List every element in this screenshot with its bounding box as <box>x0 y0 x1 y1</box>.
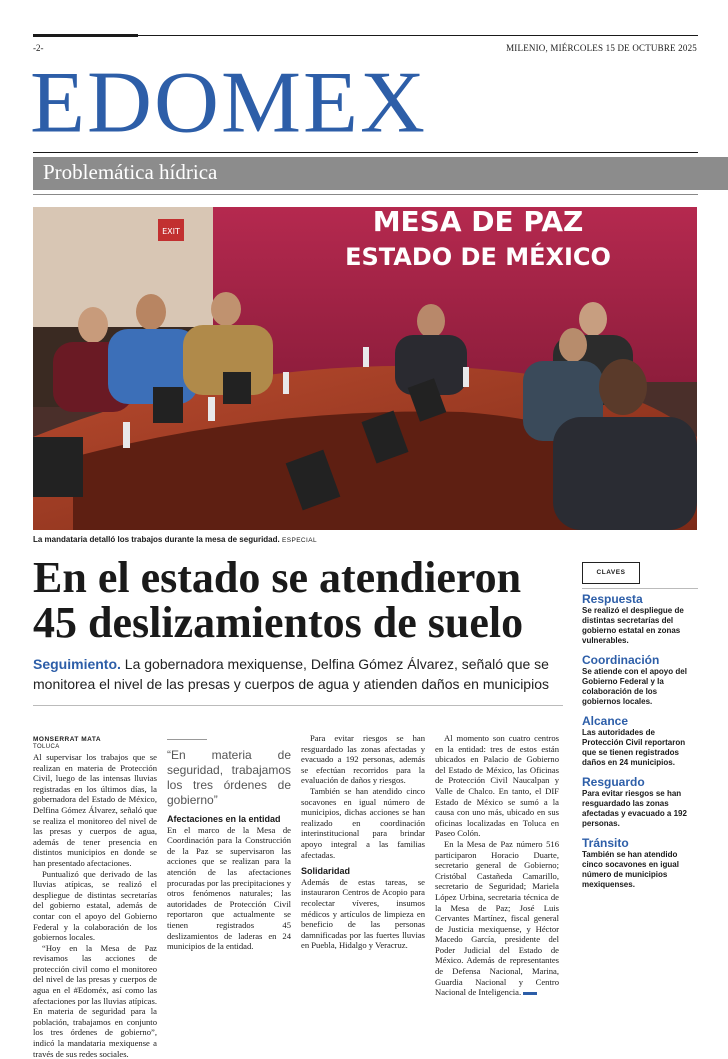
clave-text: Se realizó el despliegue de distintas secretarías del gobierno estatal en zonas vulnerables. <box>582 606 684 645</box>
clave-title: Respuesta <box>582 592 643 606</box>
main-photo <box>33 207 697 530</box>
paragraph: Al supervisar los trabajos que se realizan en materia de Protección Civil, luego de las intensas lluvias registradas en los últimos días, la gobernadora del Estado de México, Delfina Gómez Álvarez, señaló que se realiza el monitoreo del nivel de las presas y cuerpos de agua, además de tener presencia en distintos municipios en donde se han presentado afectaciones. <box>33 752 157 868</box>
subsection-rule <box>33 194 698 195</box>
paragraph: Para evitar riesgos se han resguardado las zonas afectadas y evacuado a 192 personas, además se efectúan recorridos para la evaluación de daños y riesgos. <box>301 733 425 786</box>
clave-title: Resguardo <box>582 775 645 789</box>
clave-text: Se atiende con el apoyo del Gobierno Federal y la colaboración de los gobiernos locales. <box>582 667 687 706</box>
claves-rule <box>582 588 698 589</box>
caption-text: La mandataria detalló los trabajos durante la mesa de seguridad. <box>33 535 280 544</box>
claves-sidebar <box>582 592 698 897</box>
paragraph: Además de estas tareas, se instauraron Centros de Acopio para recolectar víveres, insumos médicos y artículos de limpieza en beneficio de las personas damnificadas por las fuertes lluvias en Puebla, Hidalgo y Veracruz. <box>301 876 425 951</box>
paragraph-final-text: En la Mesa de Paz número 516 participaron Horacio Duarte, secretario general de Gobierno; Cristóbal Castañeda Camarillo, secretario de Seguridad; Mariela López Urbina, secretaria técnica de la Mesa de Paz; José Luis Cervantes Martínez, fiscal general de Justicia mexiquense, y Héctor Macedo García, presidente del Poder Judicial del Estado de México. Además de representantes de Defensa Nacional, Marina, Guardia Nacional y Centro Nacional de Inteligencia. <box>435 838 559 998</box>
paragraph <box>435 839 559 998</box>
paragraph: “Hoy en la Mesa de Paz revisamos las acciones de protección civil como el monitoreo del nivel de las presas y cuerpos de agua en el #Edoméx, así como las afectaciones por las lluvias atípicas. En materia de seguridad para la población, trabajamos en conjunto los tres órdenes de gobierno”, indicó la mandataria mexiquense a través de sus redes sociales. <box>33 942 157 1059</box>
clave-text: Para evitar riesgos se han resguardado las zonas afectadas y evacuado a 192 personas. <box>582 789 687 828</box>
deck-text: La gobernadora mexiquense, Delfina Gómez Álvarez, señaló que se monitorea el nivel de las presas y cuerpos de agua y atienden daños en municipios <box>33 656 549 692</box>
paragraph: Puntualizó que derivado de las lluvias atípicas, se realizó el despliegue de distintas secretarías del gobierno estatal, además de contar con el apoyo del Gobierno Federal y la colaboración de los gobiernos locales. <box>33 868 157 943</box>
paragraph: Al momento son cuatro centros en la entidad: tres de estos están ubicados en Palacio de Gobierno del Estado de México, las Oficinas de Protección Civil Naucalpan y Valle de Chalco. En tanto, el DIF Estado de México se sumó a la causa con uno más, ubicado en sus oficinas localizadas en Toluca en Paseo Colón. <box>435 733 559 839</box>
headline: En el estado se atendieron 45 deslizamientos de suelo <box>33 553 524 647</box>
article-column-2 <box>167 733 291 952</box>
paragraph: En el marco de la Mesa de Coordinación para la Construcción de la Paz se supervisaron las acciones que se realizan para la atención de las afectaciones procuradas por las precipitaciones y otros fenómenos naturales; las autoridades de Protección Civil reportaron que actualmente se tienen registrados 45 deslizamientos de laderas en 24 municipios de la entidad. <box>167 824 291 952</box>
clave-text: Las autoridades de Protección Civil reportaron que se tienen registrados daños en 24 municipios. <box>582 728 686 767</box>
article-column-4 <box>435 733 559 998</box>
page-number: -2- <box>33 43 44 53</box>
byline-location: TOLUCA <box>33 744 60 750</box>
clave-text: También se han atendido cinco socavones en igual número de municipios mexiquenses. <box>582 850 679 889</box>
paragraph: También se han atendido cinco socavones en igual número de municipios, dichas acciones se han realizado en coordinación interinstitucional para brindar apoyo integral a las familias afectadas. <box>301 785 425 860</box>
pullquote-rule <box>167 739 207 740</box>
photo-credit: ESPECIAL <box>281 537 317 544</box>
subhead-solidaridad: Solidaridad <box>301 866 351 877</box>
claves-label: CLAVES <box>582 562 640 584</box>
photo-caption <box>33 535 317 544</box>
subsection-bar <box>33 157 728 190</box>
clave-item <box>582 653 698 707</box>
deck-lead: Seguimiento. <box>33 656 121 672</box>
body-rule <box>33 705 563 706</box>
clave-item <box>582 775 698 829</box>
section-title: EDOMEX <box>30 53 427 152</box>
byline: MONSERRAT MATA <box>33 736 102 743</box>
subsection-title: Problemática hídrica <box>43 160 218 184</box>
article-column-1 <box>33 752 157 1059</box>
clave-title: Coordinación <box>582 653 660 667</box>
exit-sign: EXIT <box>162 227 180 236</box>
dateline: MILENIO, MIÉRCOLES 15 DE OCTUBRE 2025 <box>506 43 697 53</box>
end-mark <box>523 992 537 995</box>
subhead-afectaciones: Afectaciones en la entidad <box>167 814 281 824</box>
deck <box>33 654 563 694</box>
clave-item <box>582 592 698 646</box>
clave-item <box>582 836 698 890</box>
section-rule <box>33 152 698 153</box>
clave-title: Tránsito <box>582 836 629 850</box>
article-column-3 <box>301 733 425 951</box>
banner-line1: MESA DE PAZ <box>372 205 584 238</box>
clave-item <box>582 714 698 768</box>
meeting-photo-illustration <box>33 207 697 530</box>
header-rule-thin <box>138 35 698 36</box>
header-rule-thick <box>33 34 138 37</box>
pullquote: “En materia de seguridad, trabajamos los tres órdenes de gobierno” <box>167 748 291 807</box>
banner-line2: ESTADO DE MÉXICO <box>345 243 611 271</box>
clave-title: Alcance <box>582 714 629 728</box>
